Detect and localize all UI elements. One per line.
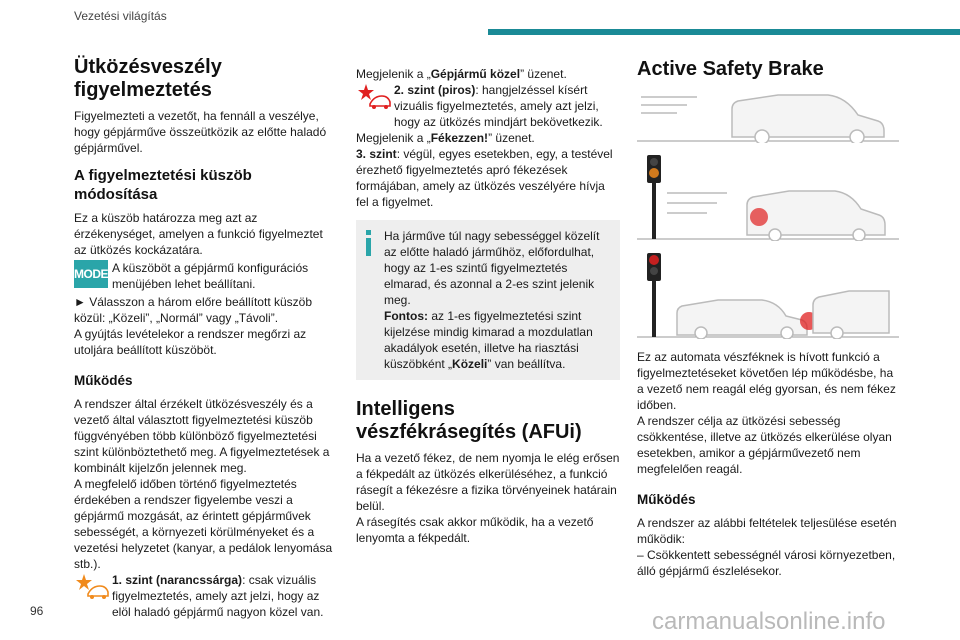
asb-operation-heading: Működés [637,492,696,507]
choose-threshold-text: ► Válasszon a három előre beállított küszöb közül: „Közeli”, „Normál” vagy „Távoli”. [74,295,313,325]
info-text-2: Fontos: az 1-es figyelmeztetési szint kijelzése mindig kimarad a mozdulatlan akadályok esetén, illetve ha riasztási küszöbként „Közeli” van beállítva. [384,309,593,371]
asb-operation-text: A rendszer az alábbi feltételek teljesülése esetén működik: [637,516,897,546]
mode-note-text: A küszöböt a gépjármű konfigurációs menüjében lehet beállítani. [112,261,309,291]
level2-label: 2. szint (piros) [394,83,476,97]
info-icon [365,230,373,256]
mode-note [74,260,336,292]
afu-text-2: A rásegítés csak akkor működik, ha a vezető lenyomta a fékpedált. [356,515,594,545]
level1-note [74,572,336,620]
section-title-afu: Intelligens vészfékrásegítés (AFUi) [356,398,582,443]
info-box [356,220,620,380]
scene-distance-illustration [637,91,899,143]
mode-icon: MODE [74,260,108,288]
red-collision-warning-icon [356,82,392,112]
section-title-collision-warning: Ütközésveszély figyelmeztetés [74,56,222,101]
scene-orange-warning-illustration [637,153,899,241]
column-active-safety-brake [637,56,901,579]
threshold-heading: A figyelmeztetési küszöb módosítása [74,167,252,203]
section-title-active-safety-brake: Active Safety Brake [637,58,824,80]
header-accent-bar [488,29,960,35]
column-levels-afu [356,66,620,546]
running-header: Vezetési világítás [74,9,167,23]
operation-text-1: A rendszer által érzékelt ütközésveszély és a vezető által választott figyelmeztetési küszöb függvényében több különböző figyelmeztetési szint különböztethető meg. A figyelmeztetések a kombinált kijelzőn jelennek meg. [74,397,330,475]
level3-label: 3. szint [356,147,397,161]
afu-text-1: Ha a vezető fékez, de nem nyomja le elég erősen a fékpedált az ütközés elkerüléséhez, a funkció rásegít a fékezésre a fizika törvényeinek határain belül. [356,451,620,513]
asb-text-2: A rendszer célja az ütközési sebesség csökkentése, illetve az ütközés elkerülése olyan esetekben, amikor a gépjárművezető nem megfelelően reagál. [637,414,892,476]
ignition-text: A gyújtás levételekor a rendszer megőrzi az utoljára beállított küszöböt. [74,327,307,357]
column-collision-warning [74,56,336,620]
operation-text-2: A megfelelő időben történő figyelmeztetés érdekében a rendszer figyelembe veszi a gépjármű mozgását, az érintett gépjárművek sebességét, a környezeti körülményeket és a vezetési helyzetet (kanyar, a pedálok lenyomása stb.). [74,477,333,571]
watermark: carmanualsonline.info [652,608,886,635]
orange-collision-warning-icon [74,572,110,602]
level1-text: : csak vizuális figyelmeztetés, amely azt jelzi, hogy az elöl haladó gépjármű nagyon közel van. [112,573,324,619]
message-brake: Megjelenik a „Fékezzen!” üzenet. [356,131,535,145]
level3-text: : végül, egyes esetekben, egy, a testével érezhető figyelmeztetés apró fékezések formájában, amely az ütközés veszélyére hívja fel a figyelmet. [356,147,613,209]
info-text-1: Ha járműve túl nagy sebességgel közelít az előtte haladó járműhöz, előfordulhat, hogy az 1-es szintű figyelmeztetés elmarad, és azonnal a 2-es szint jelenik meg. [384,229,600,307]
collision-warning-intro: Figyelmezteti a vezetőt, ha fennáll a veszélye, hogy gépjárműve összeütközik az előtte haladó gépjárművel. [74,109,327,155]
level1-label: 1. szint (narancssárga) [112,573,243,587]
threshold-text: Ez a küszöb határozza meg azt az érzékenységet, amelyen a funkció figyelmeztet az ütközés kockázatára. [74,211,323,257]
page-number: 96 [30,604,44,618]
scene-red-warning-illustration [637,251,899,339]
level2-text: : hangjelzéssel kísért vizuális figyelmeztetés, amely azt jelzi, hogy az ütközés mindjárt bekövetkezik. [394,83,603,129]
level2-note [356,82,620,130]
asb-text-1: Ez az automata vészféknek is hívott funkció a figyelmeztetéseket követően lép működésbe, ha a vezető nem reagál elég gyorsan, és nem fékez időben. [637,350,896,412]
asb-condition-text: – Csökkentett sebességnél városi környezetben, álló gépjármű észlelésekor. [637,548,896,578]
message-near-vehicle: Megjelenik a „Gépjármű közel” üzenet. [356,67,567,81]
operation-heading: Működés [74,373,133,388]
